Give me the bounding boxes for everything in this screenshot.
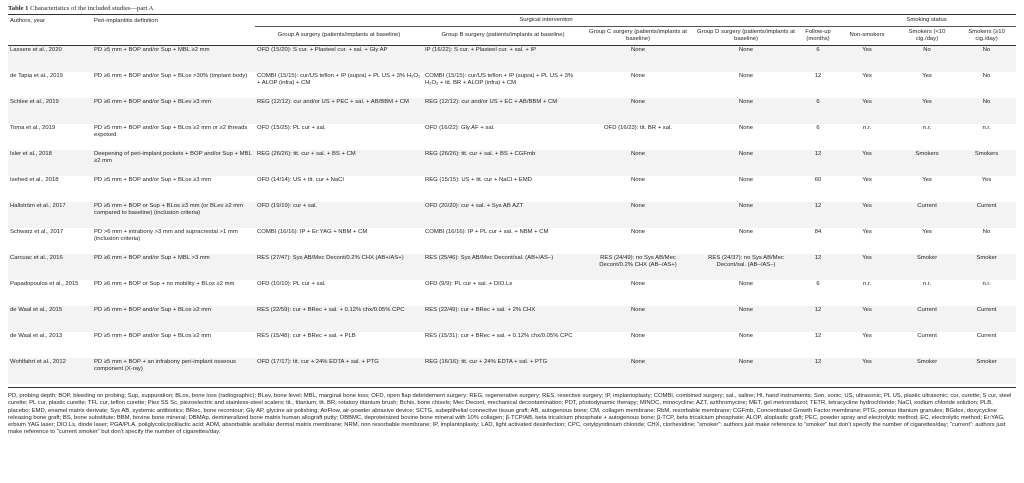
cell-smokers-ge10: Yes [957,176,1016,202]
cell-definition: PD ≥5 mm + BOP and/or Sup + BLos ≥3 mm [92,176,255,202]
cell-group-a: OFD (19/19): cur + sal. [255,202,423,228]
characteristics-table [8,14,1016,384]
cell-group-d: None [693,358,799,384]
cell-followup: 6 [799,98,837,124]
cell-definition: PD ≥5 mm + BOP + an infrabony peri-implant osseous component (X-ray) [92,358,255,384]
cell-group-d: None [693,98,799,124]
cell-followup: 6 [799,124,837,150]
table-figure [8,0,1016,437]
cell-definition: PD ≥5 mm + BOP and/or Sup + MBL ≥2 mm [92,46,255,73]
cell-smokers-ge10: Smoker [957,358,1016,384]
cell-smokers-lt10: Current [897,306,957,332]
cell-smokers-lt10: Yes [897,176,957,202]
cell-group-c: OFD (16/23): tit. BR + sal. [583,124,693,150]
cell-smokers-lt10: Smoker [897,358,957,384]
cell-definition: PD ≥6 mm + BOP and/or Sup + BLev ≥3 mm [92,98,255,124]
cell-group-b: RES (22/49): cur + BRec + sal. + 2% CHX [423,306,583,332]
cell-group-d: None [693,72,799,98]
table-footnote: PD, probing depth; BOP, bleeding on probing; Sup, suppuration; BLos, bone loss (radiographic); BLev, bone level; MBL, marginal bone loss; OFD, open flap debridement surgery; REG, regenerative surgery; RES, resective surgery; IP, implantoplasty; COMBI, combined surgery; sal., saline; HI, hand instruments; Son, sonic; US, ultrasonic; PL US, plastic ultrasonic; cur, curette; S cur, steel curette; PL cur, plastic curette; TFL cur, teflon curette; Piez SS Sc, piezoelectric and stainless-steel scalers; tit., titanium; tit. BR, rotatory titanium brush; Bchis, bone chisels; Mec Decont, mechanical decontamination; PDT, photodynamic therapy; MINOC, minocycline; AZT, azithromycine; MET, gel metronidazol; TETR, tetracycline hydrochloride; NaCl, sodium chloride solution; PLB, placebo; EMD, enamel matrix derivate; Sys AB, systemic antibiotics; BRec, bone recontour; Gly AP, glycine air polishing; AirFlow, air-powder abrasive device; SCTG, subepithelial connective tissue graft; AB, autogenous bone; CM, collagen membrane; RbM, resorbable membrane; CGFmb, Concentrated Growth Factor membrane; PTG, porous titanium granules; BGdox, doxycycline releasing bone graft; BS, bone substitute; BBM, bovine bone mineral; DBMAp, demineralized bone matrix human allograft putty; DBBMC, deproteinized bovine bone mineral with 10% collagen; β-TCP/AB, beta tricalcium phosphate + autogenous bone; β-TCP, beta tricalcium phosphate; ALOP, aloplastic graft; PEC, powder spray and electrolytic method; EC, electrolytic method; Er:YAG, erbium YAG laser; DIO.Ls, diode laser; PGA/PLA, poliglycolic/polilactic acid; ADM, absorbable acellular dermal matrix membrane; NRM, non resorbable membrane; IP, implantoplasty; LAD, light activated desinfection; CPC, cetylpyridinium chloride; CHX, clorhexidine; “smoker”: authors just make reference to “smoker” but don’t specify the number of cigarettes/day; “current”: authors just make reference to “current smoker” but don’t specify the number of cigarettes/day. [8,387,1016,437]
cell-group-d: None [693,332,799,358]
cell-group-a: REG (26/26): tit. cur + sal. + BS + CM [255,150,423,176]
cell-group-d: None [693,228,799,254]
table-title [8,3,1016,14]
cell-author: Isehed et al., 2018 [8,176,92,202]
cell-group-b: REG (15/15): US + tit. cur + NaCl + EMD [423,176,583,202]
cell-followup: 12 [799,358,837,384]
cell-non-smokers: Yes [837,254,897,280]
table-row [8,332,1016,358]
cell-group-c: None [583,46,693,73]
cell-followup: 60 [799,176,837,202]
cell-followup: 84 [799,228,837,254]
cell-group-b: OFD (9/9): PL cur + sal. + DIO.Ls [423,280,583,306]
cell-author: Hallström et al., 2017 [8,202,92,228]
cell-smokers-ge10: No [957,228,1016,254]
cell-group-a: OFD (10/10): PL cur + sal. [255,280,423,306]
cell-smokers-lt10: Yes [897,72,957,98]
table-row [8,98,1016,124]
cell-group-c: None [583,98,693,124]
cell-group-a: OFD (15/20): S cur. + Plasteel cur. + sal. + Gly AP [255,46,423,73]
header-group-d: Group D surgery (patients/implants at baseline) [697,28,795,42]
cell-followup: 6 [799,280,837,306]
cell-smokers-ge10: No [957,72,1016,98]
cell-group-d: None [693,124,799,150]
cell-group-d: None [693,46,799,73]
cell-group-d: RES (24/37): no Sys AB/Mec Decont/sal. (AB–/AS–) [693,254,799,280]
cell-definition: PD ≥5 mm + BOP and/or Sup + BLos ≥2 mm [92,332,255,358]
table-row [8,202,1016,228]
cell-author: Lassere et al., 2020 [8,46,92,73]
cell-author: Carcuac et al., 2016 [8,254,92,280]
cell-non-smokers: Yes [837,358,897,384]
cell-author: de Waal et al., 2015 [8,306,92,332]
cell-group-a: OFD (14/14): US + tit. cur + NaCl [255,176,423,202]
cell-definition: PD ≥5 mm + BOP or Sup + BLos ≥3 mm (or BLev ≥2 mm compared to baseline) (inclusion criteria) [92,202,255,228]
cell-smokers-lt10: n.r. [897,124,957,150]
table-row [8,72,1016,98]
cell-followup: 6 [799,46,837,73]
cell-smokers-ge10: Smokers [957,150,1016,176]
cell-group-d: None [693,176,799,202]
cell-group-b: COMBI (16/16): IP + PL cur + sal. + NBM + CM [423,228,583,254]
cell-group-d: None [693,306,799,332]
cell-smokers-lt10: Current [897,332,957,358]
cell-author: Wohlfahrt et al., 2012 [8,358,92,384]
cell-smokers-ge10: No [957,46,1016,73]
cell-group-b: OFD (16/22): Gly AF + sal. [423,124,583,150]
cell-group-c: None [583,280,693,306]
cell-definition: PD ≥5 mm + BOP and/or Sup + BLos ≥2 mm or ≥2 threads exposed [92,124,255,150]
cell-smokers-lt10: Yes [897,228,957,254]
cell-group-c: None [583,306,693,332]
cell-group-c: None [583,358,693,384]
cell-group-b: RES (25/46): Sys AB/Mec Decont/sal. (AB+/AS–) [423,254,583,280]
cell-followup: 12 [799,72,837,98]
cell-group-c: None [583,202,693,228]
header-non-smokers: Non-smokers [849,32,885,39]
cell-group-a: OFD (17/17): tit. cur + 24% EDTA + sal. + PTG [255,358,423,384]
cell-smokers-ge10: Current [957,306,1016,332]
cell-group-b: COMBI (15/15): cur/US teflon + IP (supra) + PL US + 3% H₂O₂ + tit. BR + ALOP (infra) + CM [423,72,583,98]
cell-group-c: None [583,228,693,254]
cell-followup: 12 [799,306,837,332]
cell-smokers-lt10: Smoker [897,254,957,280]
cell-smokers-lt10: n.r. [897,280,957,306]
cell-non-smokers: Yes [837,332,897,358]
cell-non-smokers: Yes [837,176,897,202]
header-smokers-ge10: Smokers (≥10 cig./day) [968,28,1005,42]
cell-group-c: None [583,332,693,358]
header-smokers-lt10: Smokers (<10 cig./day) [908,28,946,42]
cell-non-smokers: Yes [837,202,897,228]
cell-group-b: OFD (20/20): cur + sal. + Sys AB AZT [423,202,583,228]
cell-group-c: None [583,150,693,176]
table-row [8,46,1016,73]
cell-non-smokers: n.r. [837,124,897,150]
cell-group-a: RES (27/47): Sys AB/Mec Decont/0.2% CHX (AB+/AS+) [255,254,423,280]
table-row [8,254,1016,280]
cell-smokers-ge10: Current [957,202,1016,228]
cell-followup: 12 [799,150,837,176]
cell-followup: 12 [799,332,837,358]
table-row [8,228,1016,254]
cell-author: Papadopoulos et al., 2015 [8,280,92,306]
cell-author: de Waal et al., 2013 [8,332,92,358]
cell-smokers-ge10: Smoker [957,254,1016,280]
table-row [8,124,1016,150]
cell-group-a: RES (15/48): cur + BRec + sal. + PLB [255,332,423,358]
cell-non-smokers: Yes [837,98,897,124]
cell-group-a: COMBI (15/15): cur/US teflon + IP (supra) + PL US + 3% H₂O₂ + ALOP (infra) + CM [255,72,423,98]
cell-non-smokers: Yes [837,306,897,332]
table-row [8,306,1016,332]
table-row [8,358,1016,384]
cell-followup: 12 [799,202,837,228]
cell-group-c: None [583,72,693,98]
cell-group-a: COMBI (16/16): IP + Er:YAG + NBM + CM [255,228,423,254]
cell-smokers-ge10: n.r. [957,124,1016,150]
table-caption: Characteristics of the included studies—part A [30,5,154,12]
cell-group-a: RES (22/59): cur + BRec + sal. + 0.12% chx/0.05% CPC [255,306,423,332]
header-row-1 [8,15,1016,27]
header-authors: Authors, year [8,15,92,46]
cell-definition: PD ≥6 mm + BOP and/or Sup + BLos >30% (implant body) [92,72,255,98]
cell-definition: PD ≥6 mm + BOP or Sup + no mobility + BLos ≥2 mm [92,280,255,306]
header-followup: Follow-up (months) [805,28,831,42]
cell-smokers-lt10: Current [897,202,957,228]
cell-smokers-lt10: No [897,46,957,73]
header-group-c: Group C surgery (patients/implants at baseline) [589,28,687,42]
cell-group-c: None [583,176,693,202]
table-row [8,176,1016,202]
cell-definition: Deepening of peri-implant pockets + BOP and/or Sup + MBL ≥2 mm [92,150,255,176]
cell-definition: PD >6 mm + intrabony >3 mm and supracrestal >1 mm (inclusion criteria) [92,228,255,254]
table-row [8,150,1016,176]
cell-non-smokers: Yes [837,46,897,73]
cell-group-c: RES (24/49): no Sys AB/Mec Decont/0.2% CHX (AB–/AS+) [583,254,693,280]
table-body [8,46,1016,385]
table-label: Table 1 [8,5,29,12]
cell-smokers-lt10: Yes [897,98,957,124]
cell-non-smokers: Yes [837,150,897,176]
header-surgical-intervention: Surgical intervention [255,15,837,27]
cell-group-b: REG (26/26): tit. cur + sal. + BS + CGFmb [423,150,583,176]
cell-non-smokers: n.r. [837,280,897,306]
cell-author: Isler et al., 2018 [8,150,92,176]
cell-group-b: REG (12/12): cur and/or US + EC + AB/BBM + CM [423,98,583,124]
cell-author: de Tapia et al., 2019 [8,72,92,98]
cell-group-b: RES (15/31): cur + BRec + sal. + 0.12% chx/0.05% CPC [423,332,583,358]
cell-definition: PD ≥6 mm + BOP and/or Sup + MBL >3 mm [92,254,255,280]
cell-definition: PD ≥5 mm + BOP and/or Sup + BLos ≥2 mm [92,306,255,332]
cell-smokers-ge10: n.r. [957,280,1016,306]
cell-author: Schlee et al., 2019 [8,98,92,124]
cell-non-smokers: Yes [837,228,897,254]
cell-group-d: None [693,202,799,228]
header-smoking-status: Smoking status [837,15,1016,27]
header-definition: Peri-implantitis definition [92,15,255,46]
cell-group-b: IP (16/22): S cur. + Plasteel cur. + sal. + IP [423,46,583,73]
cell-smokers-ge10: No [957,98,1016,124]
cell-group-a: OFD (15/25): PL cur + sal. [255,124,423,150]
cell-group-d: None [693,280,799,306]
cell-followup: 12 [799,254,837,280]
cell-non-smokers: Yes [837,72,897,98]
cell-author: Schwarz et al., 2017 [8,228,92,254]
cell-group-a: REG (12/12): cur and/or US + PEC + sal. + AB/BBM + CM [255,98,423,124]
cell-group-b: REG (16/16): tit. cur + 24% EDTA + sal. + PTG [423,358,583,384]
cell-smokers-ge10: Current [957,332,1016,358]
cell-author: Toma et al., 2019 [8,124,92,150]
cell-smokers-lt10: Smokers [897,150,957,176]
cell-group-d: None [693,150,799,176]
table-row [8,280,1016,306]
header-group-b: Group B surgery (patients/implants at baseline) [441,32,565,39]
header-group-a: Group A surgery (patients/implants at baseline) [277,32,401,39]
